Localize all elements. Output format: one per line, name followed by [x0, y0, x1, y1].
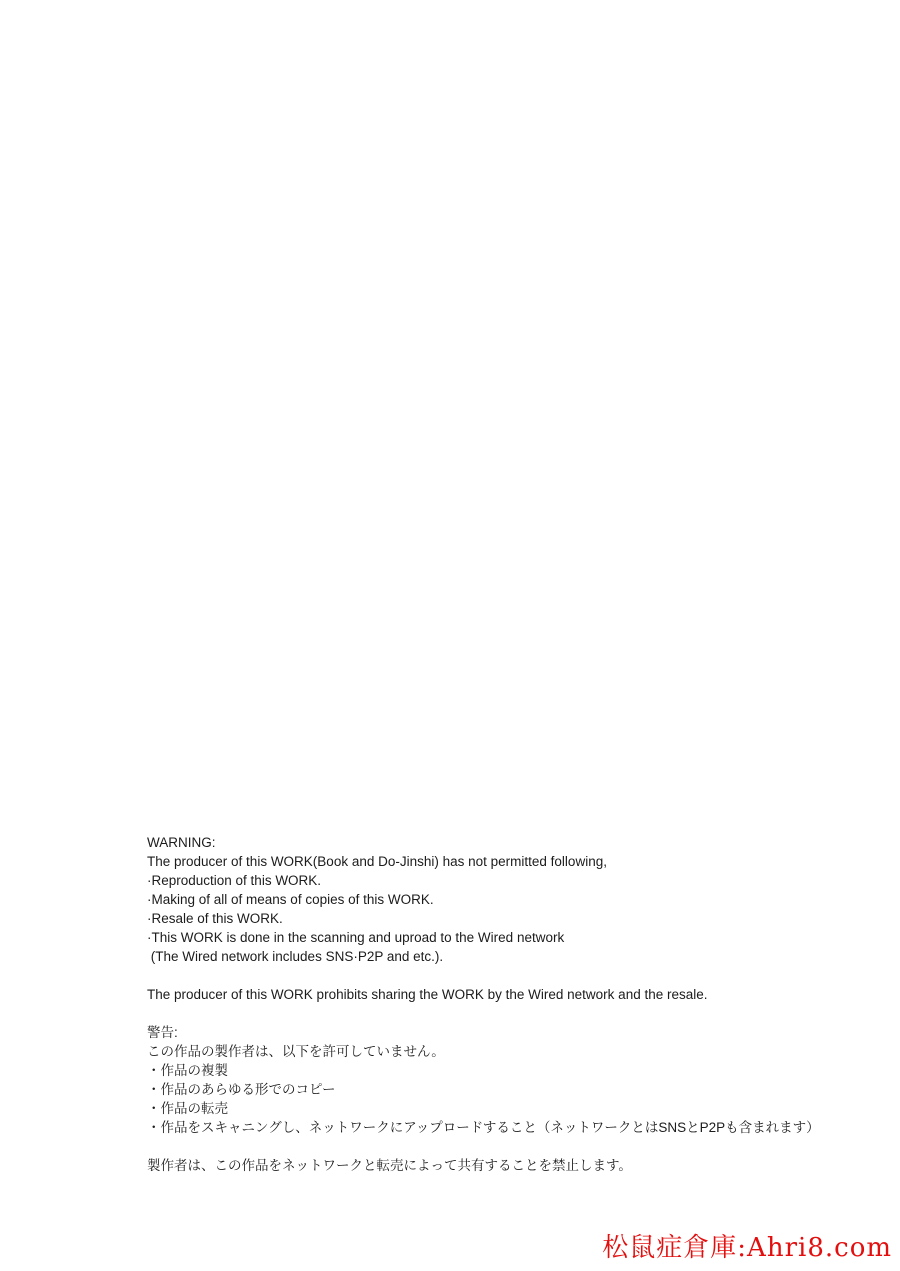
- notice-bullet: ·Making of all of means of copies of this WORK.: [147, 892, 434, 907]
- notice-bullet-continued: (The Wired network includes SNS·P2P and etc.).: [147, 949, 444, 964]
- notice-line: The producer of this WORK(Book and Do-Jinshi) has not permitted following,: [147, 854, 607, 869]
- notice-bullet: ·Resale of this WORK.: [147, 911, 283, 926]
- site-watermark: 松鼠症倉庫:Ahri8.com: [602, 1233, 892, 1263]
- notice-bullet-ja: ・作品の転売: [147, 1101, 228, 1116]
- notice-summary-en: The producer of this WORK prohibits sharing the WORK by the Wired network and the resale.: [147, 987, 708, 1002]
- warning-title-ja: 警告:: [147, 1025, 178, 1040]
- blank-line: [147, 1004, 847, 1023]
- blank-line: [147, 1137, 847, 1156]
- notice-bullet-ja: ・作品をスキャニングし、ネットワークにアップロードすること（ネットワークとはSNSとP2Pも含まれます）: [147, 1120, 820, 1135]
- notice-line-ja: この作品の製作者は、以下を許可していません。: [147, 1044, 445, 1059]
- notice-bullet: ·This WORK is done in the scanning and uproad to the Wired network: [147, 930, 565, 945]
- blank-line: [147, 966, 847, 985]
- notice-bullet-ja: ・作品の複製: [147, 1063, 228, 1078]
- notice-bullet-ja: ・作品のあらゆる形でのコピー: [147, 1082, 336, 1097]
- notice-summary-ja: 製作者は、この作品をネットワークと転売によって共有することを禁止します。: [147, 1158, 632, 1173]
- copyright-notice: [147, 833, 847, 1175]
- warning-title-en: WARNING:: [147, 835, 216, 850]
- notice-bullet: ·Reproduction of this WORK.: [147, 873, 322, 888]
